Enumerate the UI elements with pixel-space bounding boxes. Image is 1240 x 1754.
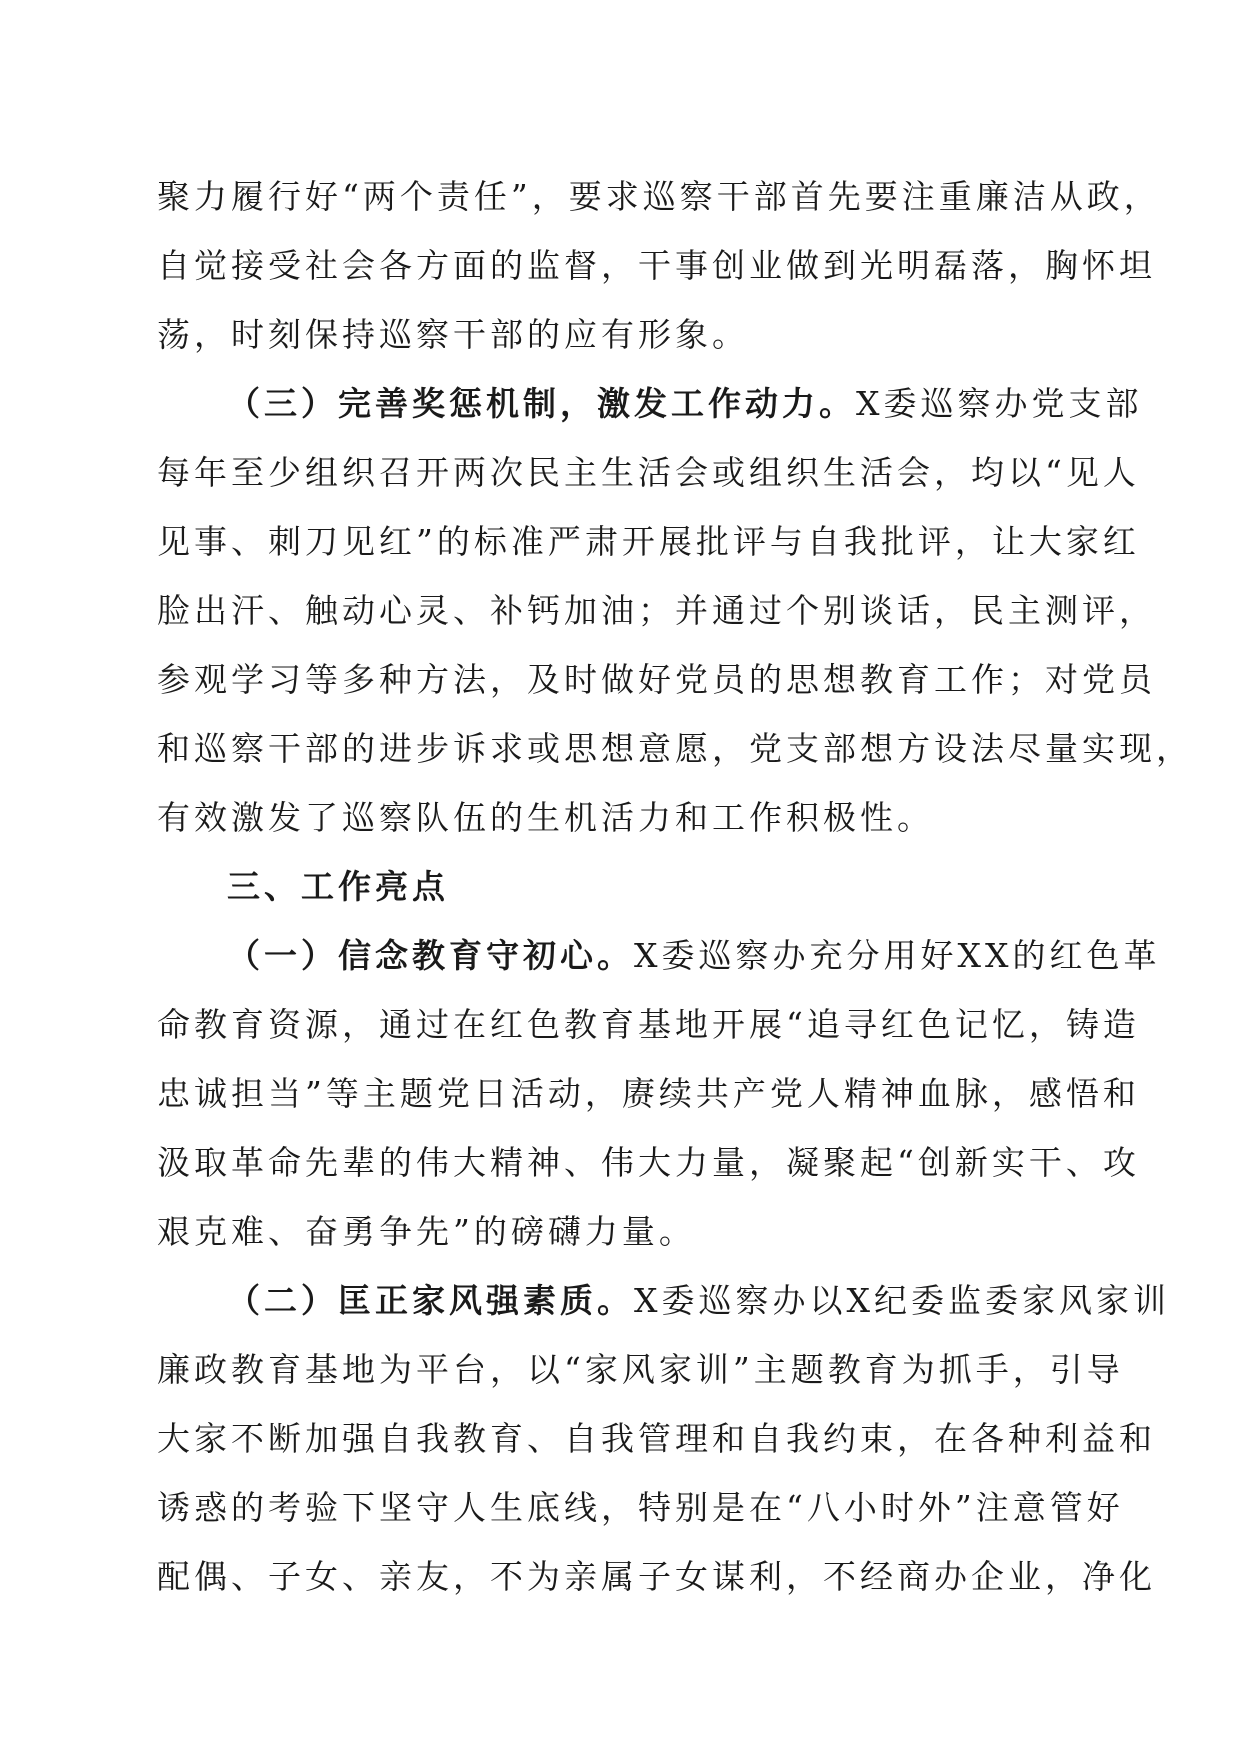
document-page: [157, 162, 1193, 1611]
text-line: 和巡察干部的进步诉求或思想意愿，党支部想方设法尽量实现，: [157, 729, 1193, 768]
text-line: 命教育资源，通过在红色教育基地开展“追寻红色记忆，铸造: [157, 1005, 1140, 1044]
text-line: 忠诚担当”等主题党日活动，赓续共产党人精神血脉，感悟和: [157, 1074, 1140, 1113]
paragraph-heading: （一）信念教育守初心。: [227, 936, 634, 975]
text-line: 见事、刺刀见红”的标准严肃开展批评与自我批评，让大家红: [157, 522, 1140, 561]
text-line: 廉政教育基地为平台，以“家风家训”主题教育为抓手，引导: [157, 1350, 1124, 1389]
text-line: 荡，时刻保持巡察干部的应有形象。: [157, 315, 749, 354]
text-line: 脸出汗、触动心灵、补钙加油；并通过个别谈话，民主测评，: [157, 591, 1156, 630]
text-line: 参观学习等多种方法，及时做好党员的思想教育工作；对党员: [157, 660, 1156, 699]
paragraph-first-line: [157, 369, 1143, 438]
text-line: 诱惑的考验下坚守人生底线，特别是在“八小时外”注意管好: [157, 1488, 1124, 1527]
text-line: 自觉接受社会各方面的监督，干事创业做到光明磊落，胸怀坦: [157, 246, 1156, 285]
paragraph-heading: （三）完善奖惩机制，激发工作动力。: [227, 384, 856, 423]
text-line: 艰克难、奋勇争先”的磅礴力量。: [157, 1212, 696, 1251]
paragraph-first-line: [157, 1266, 1170, 1335]
text-line: 配偶、子女、亲友，不为亲属子女谋利，不经商办企业，净化: [157, 1557, 1156, 1596]
text-line: 汲取革命先辈的伟大精神、伟大力量，凝聚起“创新实干、攻: [157, 1143, 1140, 1182]
paragraph-text: X委巡察办充分用好XX的红色革: [634, 936, 1161, 975]
paragraph-first-line: [157, 921, 1161, 990]
paragraph-text: X委巡察办以X纪委监委家风家训: [634, 1281, 1170, 1320]
section-title: 三、工作亮点: [227, 867, 449, 906]
paragraph-text: X委巡察办党支部: [856, 384, 1143, 423]
text-line: 每年至少组织召开两次民主生活会或组织生活会，均以“见人: [157, 453, 1140, 492]
text-line: 大家不断加强自我教育、自我管理和自我约束，在各种利益和: [157, 1419, 1156, 1458]
text-line: 聚力履行好“两个责任”，要求巡察干部首先要注重廉洁从政，: [157, 177, 1161, 216]
text-line: 有效激发了巡察队伍的生机活力和工作积极性。: [157, 798, 934, 837]
paragraph-heading: （二）匡正家风强素质。: [227, 1281, 634, 1320]
